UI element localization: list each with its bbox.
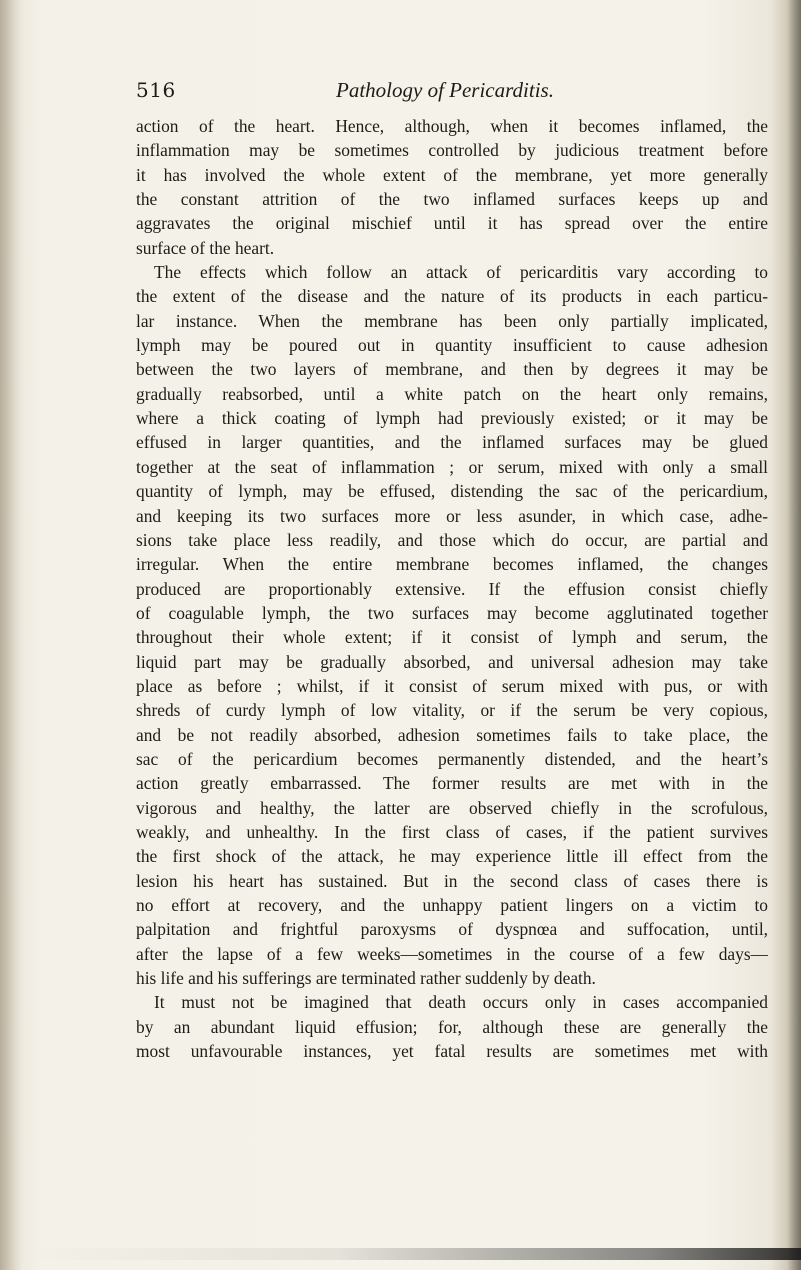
text-line: shreds of curdy lymph of low vitality, or if the serum be very copious, [136, 700, 768, 721]
text-line: produced are proportionably extensive. If the effusion consist chiefly [136, 578, 768, 599]
text-line: between the two layers of membrane, and then by degrees it may be [136, 359, 768, 380]
text-line: effused in larger quantities, and the inflamed surfaces may be glued [136, 432, 768, 453]
text-line: action greatly embarrassed. The former results are met with in the [136, 773, 768, 794]
text-line: quantity of lymph, may be effused, distending the sac of the pericardium, [136, 481, 768, 502]
text-line: place as before ; whilst, if it consist of serum mixed with pus, or with [136, 675, 768, 696]
text-line: no effort at recovery, and the unhappy patient lingers on a victim to [136, 895, 768, 915]
running-title: Pathology of Pericarditis. [336, 78, 554, 102]
text-line: the first shock of the attack, he may experience little ill effect from the [136, 846, 768, 867]
text-line: lymph may be poured out in quantity insufficient to cause adhesion [136, 335, 768, 356]
text-line: after the lapse of a few weeks—sometimes in the course of a few days— [136, 943, 768, 964]
page-edge-shadow [787, 0, 801, 1270]
text-line: most unfavourable instances, yet fatal results are sometimes met with [136, 1041, 768, 1062]
text-line: action of the heart. Hence, although, when it becomes inflamed, the [136, 116, 768, 136]
text-line: lesion his heart has sustained. But in the second class of cases there is [136, 870, 768, 891]
text-line: his life and his sufferings are terminated rather suddenly by death. [136, 968, 596, 989]
text-line: vigorous and healthy, the latter are observed chiefly in the scrofulous, [136, 797, 768, 818]
text-line: liquid part may be gradually absorbed, and universal adhesion may take [136, 651, 768, 672]
page-bottom-edge [30, 1248, 801, 1260]
text-line: and be not readily absorbed, adhesion sometimes fails to take place, the [136, 724, 768, 745]
text-line: together at the seat of inflammation ; or serum, mixed with only a small [136, 456, 768, 477]
page-number: 516 [136, 78, 176, 102]
text-line: where a thick coating of lymph had previously existed; or it may be [136, 408, 768, 429]
text-line: lar instance. When the membrane has been only partially implicated, [136, 310, 768, 331]
paragraph-first-line: The effects which follow an attack of pericarditis vary according to [154, 262, 768, 283]
text-line: by an abundant liquid effusion; for, although these are generally the [136, 1016, 768, 1037]
text-line: sac of the pericardium becomes permanently distended, and the heart’s [136, 748, 768, 769]
body-text [136, 114, 768, 1063]
text-line: the constant attrition of the two inflamed surfaces keeps up and [136, 189, 768, 210]
text-line: inflammation may be sometimes controlled by judicious treatment before [136, 140, 768, 161]
text-line: of coagulable lymph, the two surfaces may become agglutinated together [136, 602, 768, 623]
text-line: aggravates the original mischief until it has spread over the entire [136, 213, 768, 234]
text-line: throughout their whole extent; if it consist of lymph and serum, the [136, 627, 768, 648]
paragraph-first-line: It must not be imagined that death occurs only in cases accompanied [154, 992, 768, 1013]
text-line: gradually reabsorbed, until a white patch on the heart only remains, [136, 383, 768, 404]
text-line: it has involved the whole extent of the membrane, yet more generally [136, 164, 768, 185]
text-line: surface of the heart. [136, 237, 275, 258]
text-line: palpitation and frightful paroxysms of dyspnœa and suffocation, until, [136, 919, 768, 940]
running-header [0, 78, 801, 108]
binding-gutter-shadow [0, 0, 22, 1270]
text-line: weakly, and unhealthy. In the first class of cases, if the patient survives [136, 821, 768, 842]
text-line: and keeping its two surfaces more or less asunder, in which case, adhe- [136, 505, 768, 526]
text-line: sions take place less readily, and those which do occur, are partial and [136, 529, 768, 550]
text-line: irregular. When the entire membrane becomes inflamed, the changes [136, 554, 768, 575]
text-line: the extent of the disease and the nature of its products in each particu- [136, 286, 768, 307]
